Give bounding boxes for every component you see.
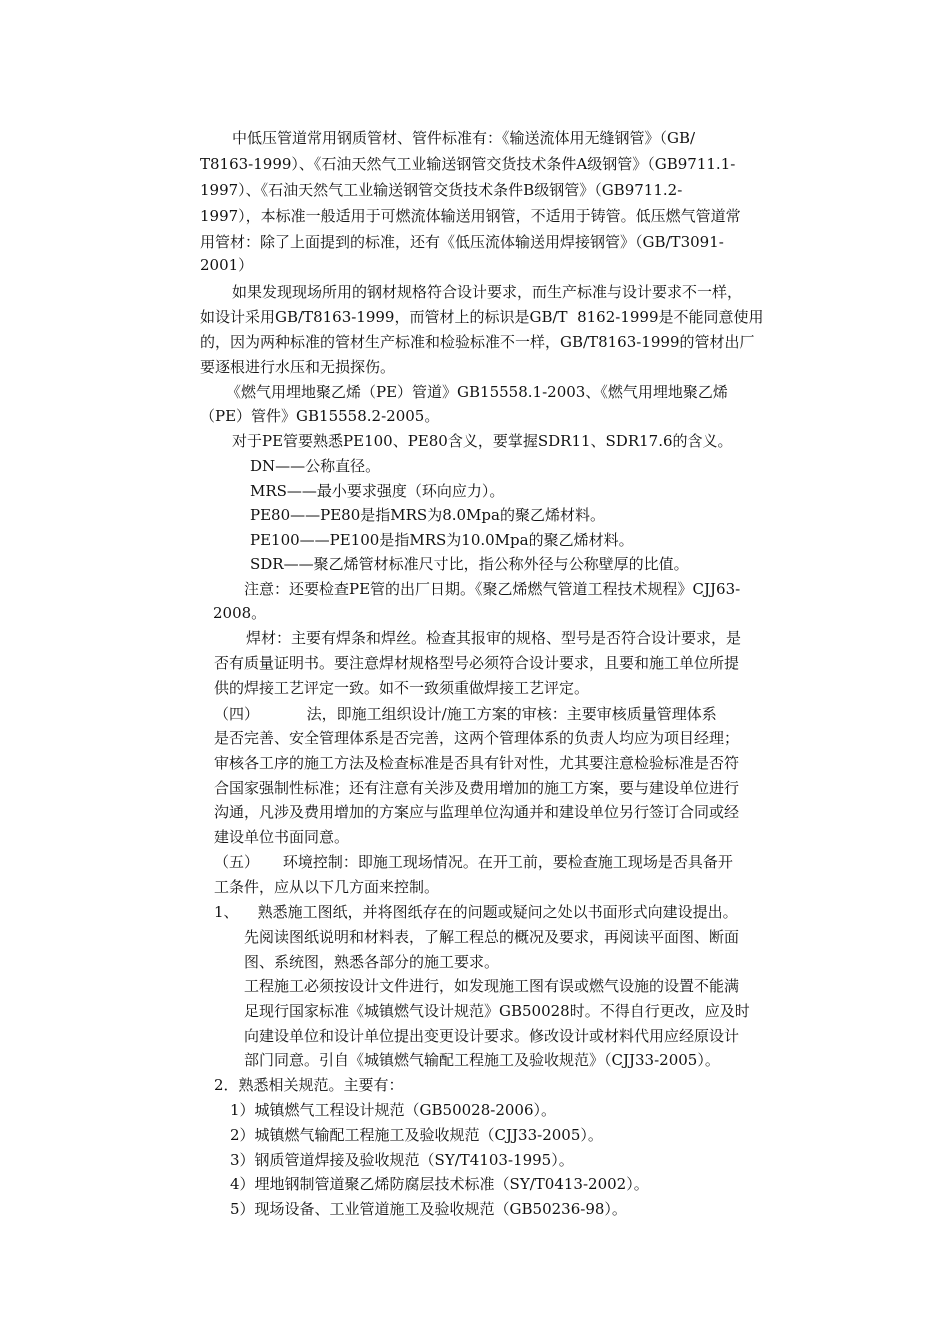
- text-line: 工条件，应从以下几方面来控制。: [214, 878, 440, 896]
- text-line: 是否完善、安全管理体系是否完善，这两个管理体系的负责人均应为项目经理；: [214, 729, 740, 747]
- text-line: 否有质量证明书。要注意焊材规格型号必须符合设计要求，且要和施工单位所提: [214, 654, 740, 672]
- text-line: 审核各工序的施工方法及检查标准是否具有针对性，尤其要注意检验标准是否符: [214, 754, 740, 772]
- text-line: 2）城镇燃气输配工程施工及验收规范（CJJ33-2005）。: [230, 1126, 603, 1144]
- text-line: 中低压管道常用钢质管材、管件标准有：《输送流体用无缝钢管》（GB/: [232, 129, 696, 147]
- text-line: （四） 法，即施工组织设计/施工方案的审核：主要审核质量管理体系: [214, 705, 717, 723]
- text-line: T8163-1999）、《石油天然气工业输送钢管交货技术条件A级钢管》（GB9711.1-: [200, 155, 736, 173]
- text-line: 如设计采用GB/T8163-1999，而管材上的标识是GB/T 8162-1999是不能同意使用: [200, 308, 764, 326]
- text-line: MRS——最小要求强度（环向应力）。: [250, 482, 505, 500]
- text-line: 沟通，凡涉及费用增加的方案应与监理单位沟通并和建设单位另行签订合同或经: [214, 803, 740, 821]
- text-line: （PE）管件》GB15558.2-2005。: [200, 407, 440, 425]
- text-line: 如果发现现场所用的钢材规格符合设计要求，而生产标准与设计要求不一样，: [232, 283, 743, 301]
- text-line: 用管材：除了上面提到的标准，还有《低压流体输送用焊接钢管》（GB/T3091-: [200, 233, 724, 251]
- text-line: 《燃气用埋地聚乙烯（PE）管道》GB15558.1-2003、《燃气用埋地聚乙烯: [226, 383, 728, 401]
- text-line: SDR——聚乙烯管材标准尺寸比，指公称外径与公称壁厚的比值。: [250, 555, 689, 573]
- text-line: 1）城镇燃气工程设计规范（GB50028-2006）。: [230, 1101, 557, 1119]
- text-line: 对于PE管要熟悉PE100、PE80含义，要掌握SDR11、SDR17.6的含义。: [232, 432, 733, 450]
- text-line: 的，因为两种标准的管材生产标准和检验标准不一样，GB/T8163-1999的管材出厂: [200, 333, 755, 351]
- text-line: PE80——PE80是指MRS为8.0Mpa的聚乙烯材料。: [250, 506, 605, 524]
- text-line: 1997），本标准一般适用于可燃流体输送用钢管，不适用于铸管。低压燃气管道常: [200, 207, 741, 225]
- text-line: 注意：还要检查PE管的出厂日期。《聚乙烯燃气管道工程技术规程》CJJ63-: [244, 580, 741, 598]
- text-line: 足现行国家标准《城镇燃气设计规范》GB50028时。不得自行更改，应及时: [244, 1002, 750, 1020]
- text-line: 要逐根进行水压和无损探伤。: [200, 358, 396, 376]
- text-line: 3）钢质管道焊接及验收规范（SY/T4103-1995）。: [230, 1151, 574, 1169]
- text-line: 先阅读图纸说明和材料表，了解工程总的概况及要求，再阅读平面图、断面: [244, 928, 740, 946]
- text-line: 2．熟悉相关规范。主要有：: [214, 1076, 404, 1094]
- text-line: 5）现场设备、工业管道施工及验收规范（GB50236-98）。: [230, 1200, 627, 1218]
- text-line: 1、 熟悉施工图纸，并将图纸存在的问题或疑问之处以书面形式向建设提出。: [214, 903, 738, 921]
- text-line: 工程施工必须按设计文件进行，如发现施工图有误或燃气设施的设置不能满: [244, 977, 740, 995]
- text-line: PE100——PE100是指MRS为10.0Mpa的聚乙烯材料。: [250, 531, 634, 549]
- text-line: 1997）、《石油天然气工业输送钢管交货技术条件B级钢管》（GB9711.2-: [200, 181, 683, 199]
- text-line: 2001）: [200, 256, 254, 274]
- text-line: 部门同意。引自《城镇燃气输配工程施工及验收规范》（CJJ33-2005）。: [244, 1051, 720, 1069]
- text-line: 图、系统图，熟悉各部分的施工要求。: [244, 953, 500, 971]
- text-line: 焊材：主要有焊条和焊丝。检查其报审的规格、型号是否符合设计要求，是: [246, 629, 742, 647]
- text-line: 4）埋地钢制管道聚乙烯防腐层技术标准（SY/T0413-2002）。: [230, 1175, 649, 1193]
- text-line: 2008。: [213, 604, 267, 622]
- text-line: （五） 环境控制：即施工现场情况。在开工前，要检查施工现场是否具备开: [214, 853, 733, 871]
- text-line: 合国家强制性标准；还有注意有关涉及费用增加的施工方案，要与建设单位进行: [214, 779, 740, 797]
- text-line: 供的焊接工艺评定一致。如不一致须重做焊接工艺评定。: [214, 679, 590, 697]
- text-line: DN——公称直径。: [250, 457, 381, 475]
- text-line: 建设单位书面同意。: [214, 828, 350, 846]
- text-line: 向建设单位和设计单位提出变更设计要求。修改设计或材料代用应经原设计: [244, 1027, 740, 1045]
